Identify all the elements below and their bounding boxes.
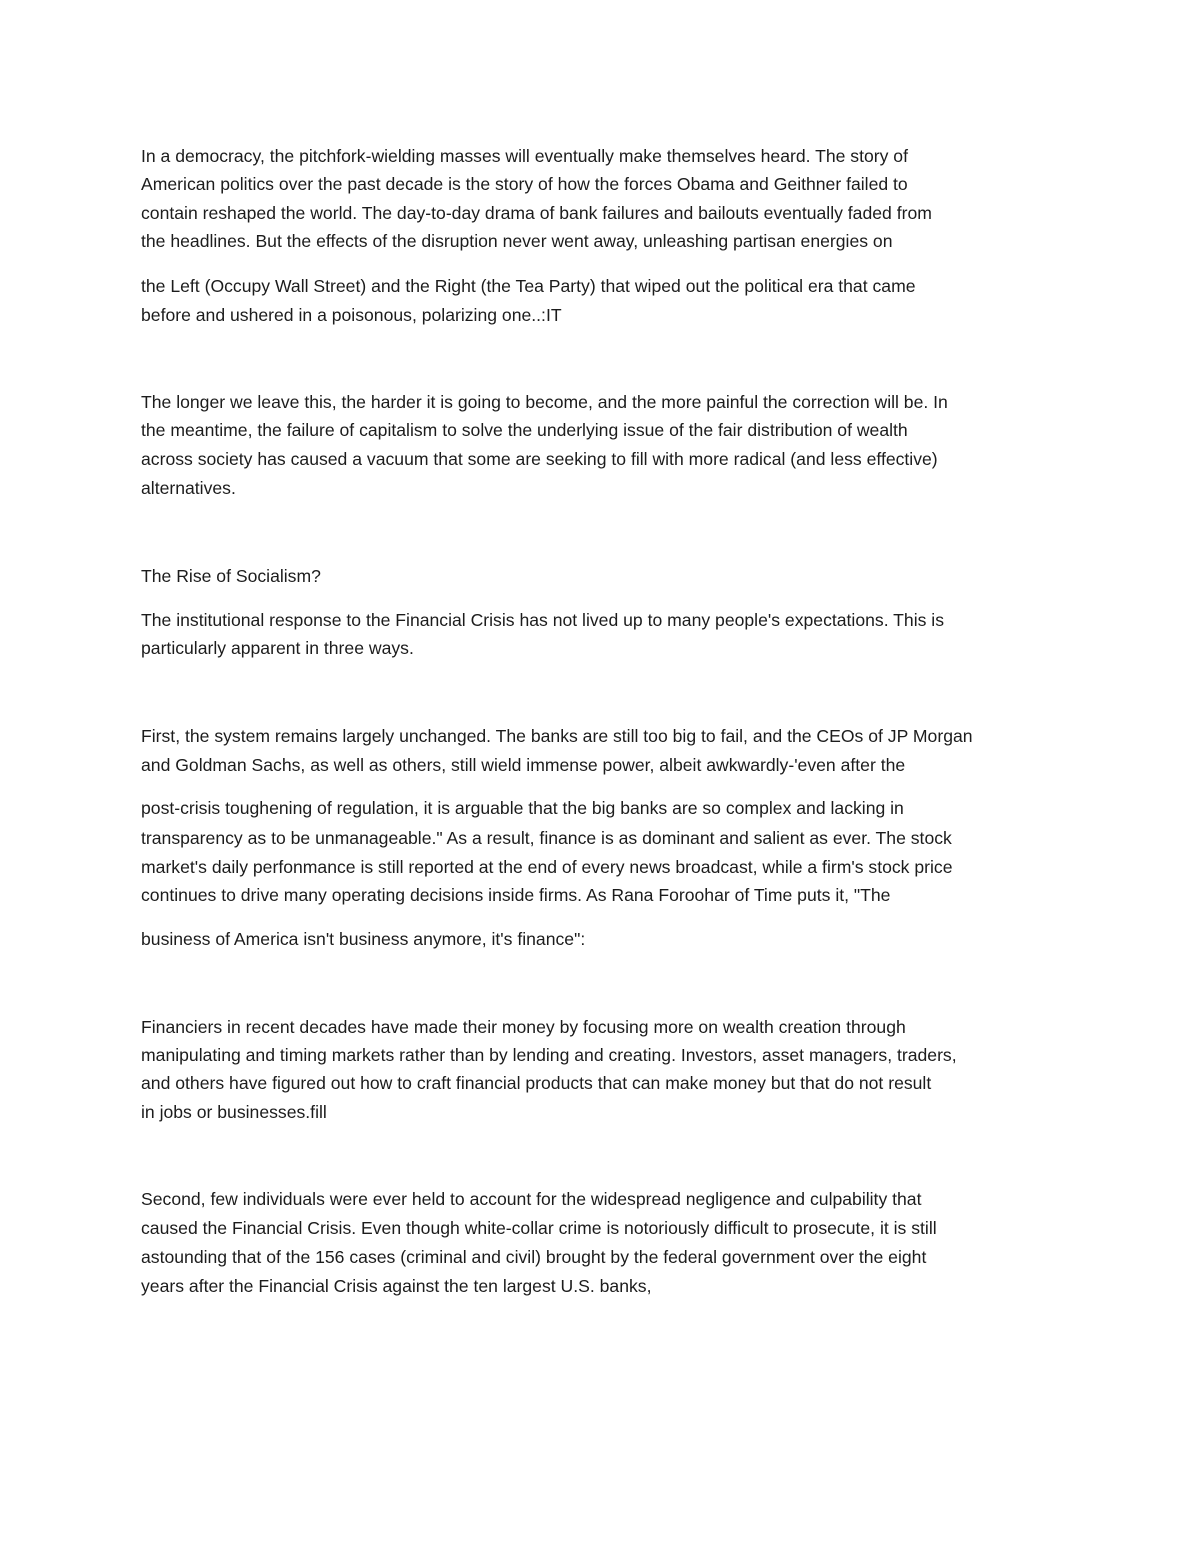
paragraph-1-line-4: the headlines. But the effects of the disruption never went away, unleashing partisan energies on	[141, 231, 893, 251]
paragraph-1-line-2: American politics over the past decade is the story of how the forces Obama and Geithner failed to	[141, 174, 908, 194]
section-heading: The Rise of Socialism?	[141, 566, 321, 586]
paragraph-1-line-3: contain reshaped the world. The day-to-day drama of bank failures and bailouts eventually faded from	[141, 203, 932, 223]
paragraph-4-line-2: particularly apparent in three ways.	[141, 638, 414, 658]
paragraph-7-line-1: business of America isn't business anymore, it's finance":	[141, 929, 586, 949]
paragraph-9-line-2: caused the Financial Crisis. Even though white-collar crime is notoriously difficult to prosecute, it is still	[141, 1218, 937, 1238]
paragraph-5-line-2: and Goldman Sachs, as well as others, still wield immense power, albeit awkwardly-'even after the	[141, 755, 906, 775]
paragraph-2-line-1: the Left (Occupy Wall Street) and the Right (the Tea Party) that wiped out the political era that came	[141, 276, 916, 296]
paragraph-9-line-4: years after the Financial Crisis against the ten largest U.S. banks,	[141, 1276, 652, 1296]
paragraph-6-line-1: post-crisis toughening of regulation, it is arguable that the big banks are so complex and lacking in	[141, 798, 904, 818]
paragraph-8-line-3: and others have figured out how to craft financial products that can make money but that do not result	[141, 1073, 932, 1093]
paragraph-3-line-1: The longer we leave this, the harder it is going to become, and the more painful the correction will be. In	[141, 392, 948, 412]
paragraph-2-line-2: before and ushered in a poisonous, polarizing one..:IT	[141, 305, 562, 325]
paragraph-1-line-1: In a democracy, the pitchfork-wielding masses will eventually make themselves heard. The story of	[141, 146, 908, 166]
paragraph-3-line-3: across society has caused a vacuum that some are seeking to fill with more radical (and less effective)	[141, 449, 938, 469]
paragraph-4-line-1: The institutional response to the Financial Crisis has not lived up to many people's expectations. This is	[141, 610, 944, 630]
paragraph-8-line-4: in jobs or businesses.fill	[141, 1102, 327, 1122]
paragraph-9-line-1: Second, few individuals were ever held to account for the widespread negligence and culpability that	[141, 1189, 922, 1209]
paragraph-3-line-4: alternatives.	[141, 478, 236, 498]
paragraph-8-line-2: manipulating and timing markets rather than by lending and creating. Investors, asset managers, traders,	[141, 1045, 957, 1065]
paragraph-3-line-2: the meantime, the failure of capitalism to solve the underlying issue of the fair distribution of wealth	[141, 420, 908, 440]
paragraph-6-line-3: market's daily perfonmance is still reported at the end of every news broadcast, while a firm's stock price	[141, 857, 953, 877]
paragraph-8-line-1: Financiers in recent decades have made their money by focusing more on wealth creation through	[141, 1017, 906, 1037]
paragraph-6-line-2: transparency as to be unmanageable." As a result, finance is as dominant and salient as ever. The stock	[141, 828, 952, 848]
paragraph-5-line-1: First, the system remains largely unchanged. The banks are still too big to fail, and the CEOs of JP Morgan	[141, 726, 973, 746]
paragraph-6-line-4: continues to drive many operating decisions inside firms. As Rana Foroohar of Time puts it, "The	[141, 885, 891, 905]
paragraph-9-line-3: astounding that of the 156 cases (criminal and civil) brought by the federal government over the eight	[141, 1247, 927, 1267]
